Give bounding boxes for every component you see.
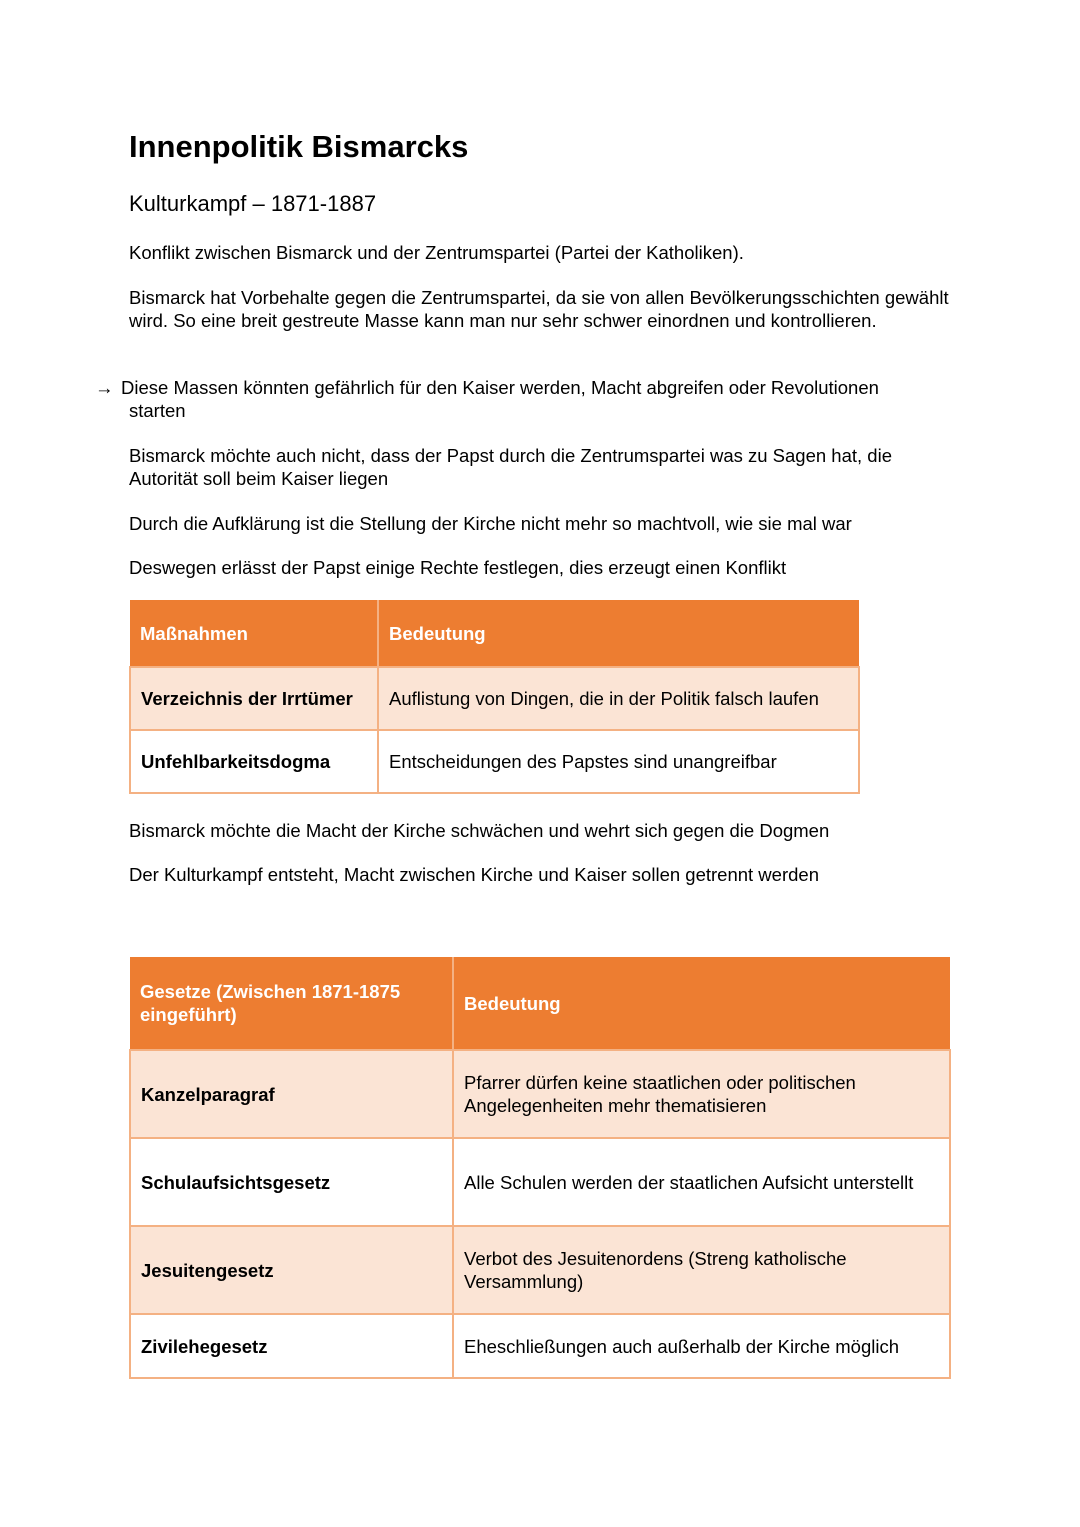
table-cell-law: Kanzelparagraf — [130, 1050, 453, 1138]
laws-table — [129, 957, 951, 1379]
table-header-row — [130, 957, 950, 1050]
column-header: Gesetze (Zwischen 1871-1875 eingeführt) — [130, 957, 453, 1050]
table-cell-meaning: Eheschließungen auch außerhalb der Kirche möglich — [453, 1314, 950, 1378]
page-title: Innenpolitik Bismarcks — [129, 129, 469, 164]
table-cell-meaning: Verbot des Jesuitenordens (Streng katholische Versammlung) — [453, 1226, 950, 1314]
paragraph-arrow-masses — [95, 376, 955, 422]
table-row — [130, 730, 859, 793]
table-cell-measure: Unfehlbarkeitsdogma — [130, 730, 378, 793]
table-cell-law: Zivilehegesetz — [130, 1314, 453, 1378]
arrow-paragraph-line2: starten — [129, 400, 186, 421]
table-cell-meaning: Alle Schulen werden der staatlichen Aufsicht unterstellt — [453, 1138, 950, 1226]
table-cell-meaning: Pfarrer dürfen keine staatlichen oder politischen Angelegenheiten mehr thematisieren — [453, 1050, 950, 1138]
column-header: Bedeutung — [453, 957, 950, 1050]
table-row — [130, 1138, 950, 1226]
paragraph-reservations: Bismarck hat Vorbehalte gegen die Zentrumspartei, da sie von allen Bevölkerungsschichten gewählt wird. So eine breit gestreute Masse kann man nur sehr schwer einordnen und kontrollieren. — [129, 287, 949, 331]
table-cell-law: Schulaufsichtsgesetz — [130, 1138, 453, 1226]
measures-table — [129, 600, 860, 794]
table-header-row — [130, 600, 859, 667]
column-header: Maßnahmen — [130, 600, 378, 667]
arrow-right-icon: → — [95, 377, 114, 398]
paragraph-rights: Deswegen erlässt der Papst einige Rechte festlegen, dies erzeugt einen Konflikt — [129, 557, 787, 578]
column-header: Bedeutung — [378, 600, 859, 667]
paragraph-enlightenment: Durch die Aufklärung ist die Stellung der Kirche nicht mehr so machtvoll, wie sie mal war — [129, 513, 852, 534]
paragraph-kulturkampf-begins: Der Kulturkampf entsteht, Macht zwischen Kirche und Kaiser sollen getrennt werden — [129, 864, 819, 885]
table-cell-meaning: Entscheidungen des Papstes sind unangreifbar — [378, 730, 859, 793]
arrow-paragraph-line1: Diese Massen könnten gefährlich für den Kaiser werden, Macht abgreifen oder Revolutionen — [121, 377, 879, 398]
table-row — [130, 667, 859, 730]
page-subtitle: Kulturkampf – 1871-1887 — [129, 191, 377, 216]
paragraph-pope-authority: Bismarck möchte auch nicht, dass der Papst durch die Zentrumspartei was zu Sagen hat, die Autorität soll beim Kaiser liegen — [129, 445, 892, 489]
paragraph-weaken-church: Bismarck möchte die Macht der Kirche schwächen und wehrt sich gegen die Dogmen — [129, 820, 830, 841]
table-row — [130, 1314, 950, 1378]
table-cell-meaning: Auflistung von Dingen, die in der Politik falsch laufen — [378, 667, 859, 730]
table-cell-law: Jesuitengesetz — [130, 1226, 453, 1314]
table-cell-measure: Verzeichnis der Irrtümer — [130, 667, 378, 730]
table-row — [130, 1226, 950, 1314]
table-row — [130, 1050, 950, 1138]
paragraph-conflict: Konflikt zwischen Bismarck und der Zentrumspartei (Partei der Katholiken). — [129, 242, 744, 263]
